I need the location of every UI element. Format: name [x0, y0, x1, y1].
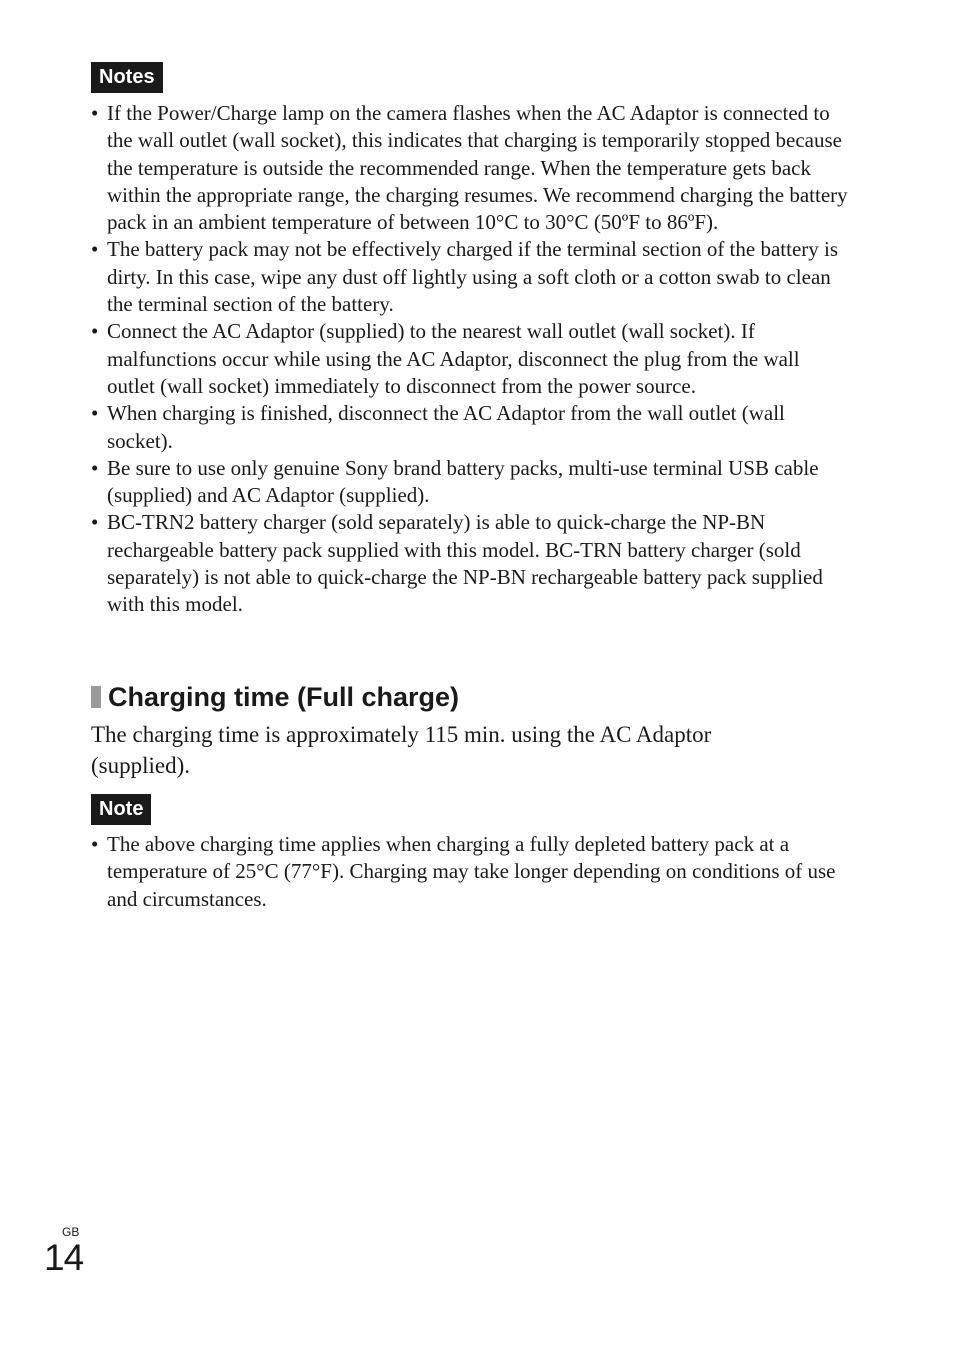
- list-item: [91, 100, 851, 236]
- bullet-icon: •: [91, 319, 99, 344]
- page-number: 14: [44, 1237, 84, 1278]
- charging-time-heading: [91, 680, 459, 714]
- list-item-text: BC-TRN2 battery charger (sold separately) is able to quick-charge the NP-BN rechargeable battery pack supplied with this model. BC-TRN battery charger (sold separately) is not able to quick-charge the NP-BN rechargeable battery pack supplied with this model.: [107, 510, 823, 617]
- bullet-icon: •: [91, 455, 99, 480]
- section-marker-icon: [91, 686, 101, 708]
- charging-time-paragraph: The charging time is approximately 115 min. using the AC Adaptor (supplied).: [91, 722, 712, 778]
- note-label: Note: [91, 794, 151, 825]
- list-item-text: The above charging time applies when charging a fully depleted battery pack at a temperature of 25°C (77°F). Charging may take longer depending on conditions of use and circumstances.: [107, 832, 836, 911]
- list-item-text: When charging is finished, disconnect the AC Adaptor from the wall outlet (wall socket).: [107, 401, 785, 453]
- list-item: [91, 400, 851, 455]
- list-item-text: The battery pack may not be effectively charged if the terminal section of the battery is dirty. In this case, wipe any dust off lightly using a soft cloth or a cotton swab to clean the terminal section of the battery.: [107, 237, 839, 317]
- bullet-icon: •: [91, 101, 99, 125]
- list-item: [91, 236, 851, 318]
- section-heading-text: Charging time (Full charge): [108, 682, 460, 712]
- bullet-icon: •: [91, 510, 99, 535]
- bullet-icon: •: [91, 832, 99, 856]
- list-item: [91, 318, 851, 400]
- list-item-text: Connect the AC Adaptor (supplied) to the nearest wall outlet (wall socket). If malfunctions occur while using the AC Adaptor, disconnect the plug from the wall outlet (wall socket) immediately to disconnect from the power source.: [107, 319, 800, 398]
- notes-list: [91, 100, 851, 619]
- list-item: [91, 455, 851, 510]
- list-item: [91, 509, 851, 618]
- note-list: [91, 831, 851, 913]
- bullet-icon: •: [91, 401, 99, 426]
- bullet-icon: •: [91, 237, 99, 262]
- list-item-text: Be sure to use only genuine Sony brand battery packs, multi-use terminal USB cable (supplied) and AC Adaptor (supplied).: [107, 455, 819, 508]
- list-item-text: If the Power/Charge lamp on the camera flashes when the AC Adaptor is connected to the wall outlet (wall socket), this indicates that charging is temporarily stopped because the temperature is outside the recommended range. When the temperature gets back within the appropriate range, the charging resumes. We recommend charging the battery pack in an ambient temperature of between 10°C to 30°C (50ºF to 86ºF).: [107, 101, 848, 235]
- notes-label: Notes: [91, 62, 163, 93]
- list-item: [91, 831, 851, 913]
- page-region-code: GB: [62, 1225, 80, 1239]
